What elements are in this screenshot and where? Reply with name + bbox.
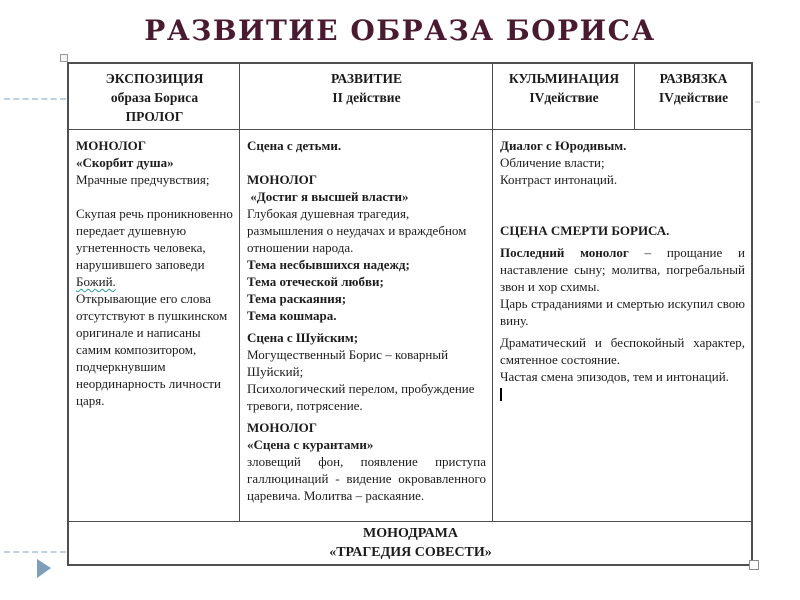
cell-line: образа Бориса xyxy=(110,90,199,105)
cell-line: IVдействие xyxy=(658,90,729,105)
text-run: «Достиг я высшей власти» xyxy=(247,189,409,204)
text-run: Могущественный Борис – коварный Шуйский; xyxy=(247,347,449,379)
text-run: Сцена с детьми. xyxy=(247,138,342,153)
text-run: зловещий фон, появление приступа галлюцинаций - видение окровавленного царевича. Молитва – раскаяние. xyxy=(247,454,486,503)
paragraph xyxy=(247,205,486,256)
text-run: Драматический и беспокойный характер, смятенное состояние. xyxy=(500,335,745,367)
dashed-guide-bottom xyxy=(4,551,66,553)
text-run: МОНОЛОГ xyxy=(247,420,318,435)
text-run: МОНОЛОГ xyxy=(247,172,318,187)
text-run: Последний монолог xyxy=(500,245,629,260)
cell-line: IVдействие xyxy=(529,90,599,105)
text-run: Диалог с Юродивым. xyxy=(500,138,627,153)
triangle-marker-icon xyxy=(37,559,51,578)
cell-line: «ТРАГЕДИЯ СОВЕСТИ» xyxy=(329,545,492,560)
body-cell-exposition[interactable] xyxy=(69,130,240,522)
paragraph xyxy=(500,137,745,154)
header-cell-culmination[interactable] xyxy=(493,64,635,130)
text-run: Психологический перелом, пробуждение тревоги, потрясение. xyxy=(247,381,475,413)
text-run: Тема несбывшихся надежд; xyxy=(247,257,410,272)
blank-line xyxy=(76,188,233,205)
paragraph xyxy=(247,380,486,414)
cell-line: ПРОЛОГ xyxy=(125,109,184,124)
paragraph xyxy=(76,137,233,154)
cell-line: МОНОДРАМА xyxy=(362,526,458,541)
paragraph xyxy=(247,256,486,273)
paragraph xyxy=(500,244,745,295)
paragraph xyxy=(247,329,486,346)
header-cell-denouement[interactable] xyxy=(635,64,751,130)
text-run: Обличение власти; xyxy=(500,155,605,170)
text-run: Тема отеческой любви; xyxy=(247,274,384,289)
paragraph xyxy=(500,154,745,171)
text-run: Скупая речь проникновенно передает душевную угнетенность человека, нарушившего заповеди xyxy=(76,206,233,272)
text-run: Тема раскаяния; xyxy=(247,291,347,306)
text-run: Глубокая душевная трагедия, размышления о неудачах и враждебном отношении народа. xyxy=(247,206,467,255)
text-run: МОНОЛОГ xyxy=(76,138,147,153)
text-run: Контраст интонаций. xyxy=(500,172,618,187)
cell-line: ЭКСПОЗИЦИЯ xyxy=(105,71,204,86)
paragraph xyxy=(76,154,233,171)
text-run: Сцена с Шуйским; xyxy=(247,330,359,345)
text-run: Царь страданиями и смертью искупил свою вину. xyxy=(500,296,745,328)
cursor-line xyxy=(500,385,745,402)
paragraph xyxy=(247,290,486,307)
text-run: Тема кошмара. xyxy=(247,308,337,323)
body-cell-development[interactable] xyxy=(240,130,493,522)
paragraph xyxy=(247,453,486,504)
blank-line xyxy=(500,205,745,222)
blank-line xyxy=(500,188,745,205)
table-move-handle[interactable] xyxy=(60,54,68,62)
faint-edge-mark xyxy=(755,101,760,103)
text-run: – прощание и наставление сыну; молитва, погребальный звон и хор схимы. xyxy=(500,245,745,294)
text-run: СЦЕНА СМЕРТИ БОРИСА. xyxy=(500,223,670,238)
paragraph xyxy=(500,295,745,329)
text-cursor xyxy=(500,388,502,401)
paragraph xyxy=(247,307,486,324)
paragraph xyxy=(76,290,233,409)
paragraph xyxy=(500,222,745,239)
header-cell-development[interactable] xyxy=(240,64,493,130)
paragraph xyxy=(76,205,233,290)
paragraph xyxy=(247,346,486,380)
dashed-guide-top xyxy=(4,98,66,100)
boris-analysis-table xyxy=(67,62,753,566)
cell-line: КУЛЬМИНАЦИЯ xyxy=(508,71,620,86)
grammar-squiggle-text: Божий. xyxy=(76,274,116,289)
cell-line: РАЗВЯЗКА xyxy=(659,71,728,86)
text-run: «Сцена с курантами» xyxy=(247,437,374,452)
text-run: Частая смена эпизодов, тем и интонаций. xyxy=(500,369,729,384)
paragraph xyxy=(247,273,486,290)
cell-line: РАЗВИТИЕ xyxy=(330,71,403,86)
footer-cell-monodrama[interactable] xyxy=(69,522,751,564)
paragraph xyxy=(500,334,745,368)
paragraph xyxy=(500,368,745,385)
body-cell-culmination-denouement[interactable] xyxy=(493,130,751,522)
slide-title: РАЗВИТИЕ ОБРАЗА БОРИСА xyxy=(144,14,656,47)
header-cell-exposition[interactable] xyxy=(69,64,240,130)
paragraph xyxy=(247,137,486,154)
cell-line: II действие xyxy=(332,90,401,105)
text-run: Открывающие его слова отсутствуют в пушкинском оригинале и написаны самим композитором, подчеркнувшим неординарность личности царя. xyxy=(76,291,228,408)
text-run: Мрачные предчувствия; xyxy=(76,172,210,187)
paragraph xyxy=(247,188,486,205)
text-run: «Скорбит душа» xyxy=(76,155,174,170)
paragraph xyxy=(247,171,486,188)
paragraph xyxy=(500,171,745,188)
paragraph xyxy=(76,171,233,188)
paragraph xyxy=(247,419,486,436)
blank-line xyxy=(247,154,486,171)
table-resize-handle[interactable] xyxy=(749,560,759,570)
paragraph xyxy=(247,436,486,453)
